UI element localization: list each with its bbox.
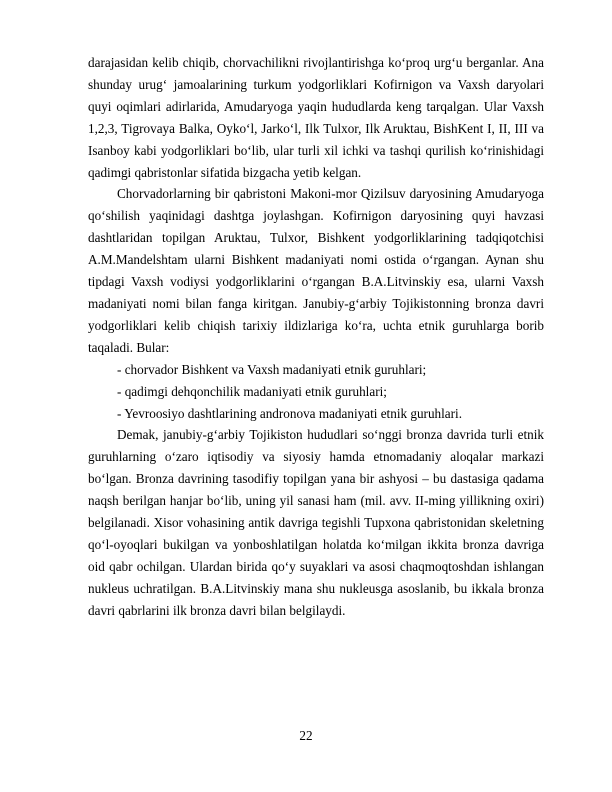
paragraph-cemetery: Chorvadorlarning bir qabristoni Makoni-mor Qizilsuv daryosining Amudaryoga qo‘shilish yaqinidagi dashtga joylashgan. Kofirnigon daryosining quyi havzasi dashtlaridan topilgan Aruktau, Tulxor, Bishkent yodgorliklarining tadqiqotchisi A.M.Mandelshtam ularni Bishkent madaniyati nomi ostida o‘rgangan. Aynan shu tipdagi Vaxsh vodiysi yodgorliklarini o‘rgangan B.A.Litvinskiy esa, ularni Vaxsh madaniyati nomi bilan fanga kiritgan. Janubiy-g‘arbiy Tojikistonning bronza davri yodgorliklari kelib chiqish tarixiy ildizlariga ko‘ra, uchta etnik guruhlarga borib taqaladi. Bular: [88,186,544,355]
page-number: 22 [299,728,313,743]
list-item-andronovo: - Yevroosiyo dashtlarining andronova madaniyati etnik guruhlari. [117,405,463,421]
list-item-bishkent-vaxsh: - chorvador Bishkent va Vaxsh madaniyati etnik guruhlari; [117,361,427,377]
paragraph-conclusion: Demak, janubiy-g‘arbiy Tojikiston hududlari so‘nggi bronza davrida turli etnik guruhlarning o‘zaro iqtisodiy va siyosiy hamda etnomadaniy aloqalar markazi bo‘lgan. Bronza davrining tasodifiy topilgan yana bir ashyosi – bu dastasiga qadama naqsh berilgan hanjar bo‘lib, uning yil sanasi ham (mil. avv. II-ming yillikning oxiri) belgilanadi. Xisor vohasining antik davriga tegishli Tupxona qabristonidan skeletning qo‘l-oyoqlari bukilgan va yonboshlatilgan holatda ko‘milgan ikkita bronza davriga oid qabr ochilgan. Ulardan birida qo‘y suyaklari va asosi chaqmoqtoshdan ishlangan nukleus uchratilgan. B.A.Litvinskiy mana shu nukleusga asoslanib, bu ikkala bronza davri qabrlarini ilk bronza davri bilan belgilaydi. [88,427,544,618]
paragraph-intro: darajasidan kelib chiqib, chorvachilikni rivojlantirishga ko‘proq urg‘u berganlar. Ana shunday urug‘ jamoalarining turkum yodgorliklari Kofirnigon va Vaxsh daryolari quyi oqimlari adirlarida, Amudaryoga yaqin hududlarda keng tarqalgan. Ular Vaxsh 1,2,3, Tigrovaya Balka, Oyko‘l, Jarko‘l, Ilk Tulxor, Ilk Aruktau, BishKent I, II, III va Isanboy kabi yodgorliklari bo‘lib, ular turli xil ichki va tashqi qurilish ko‘rinishidagi qadimgi qabristonlar sifatida bizgacha yetib kelgan. [88,55,544,180]
body-text [88,52,544,622]
list-item-farming: - qadimgi dehqonchilik madaniyati etnik guruhlari; [117,383,387,399]
